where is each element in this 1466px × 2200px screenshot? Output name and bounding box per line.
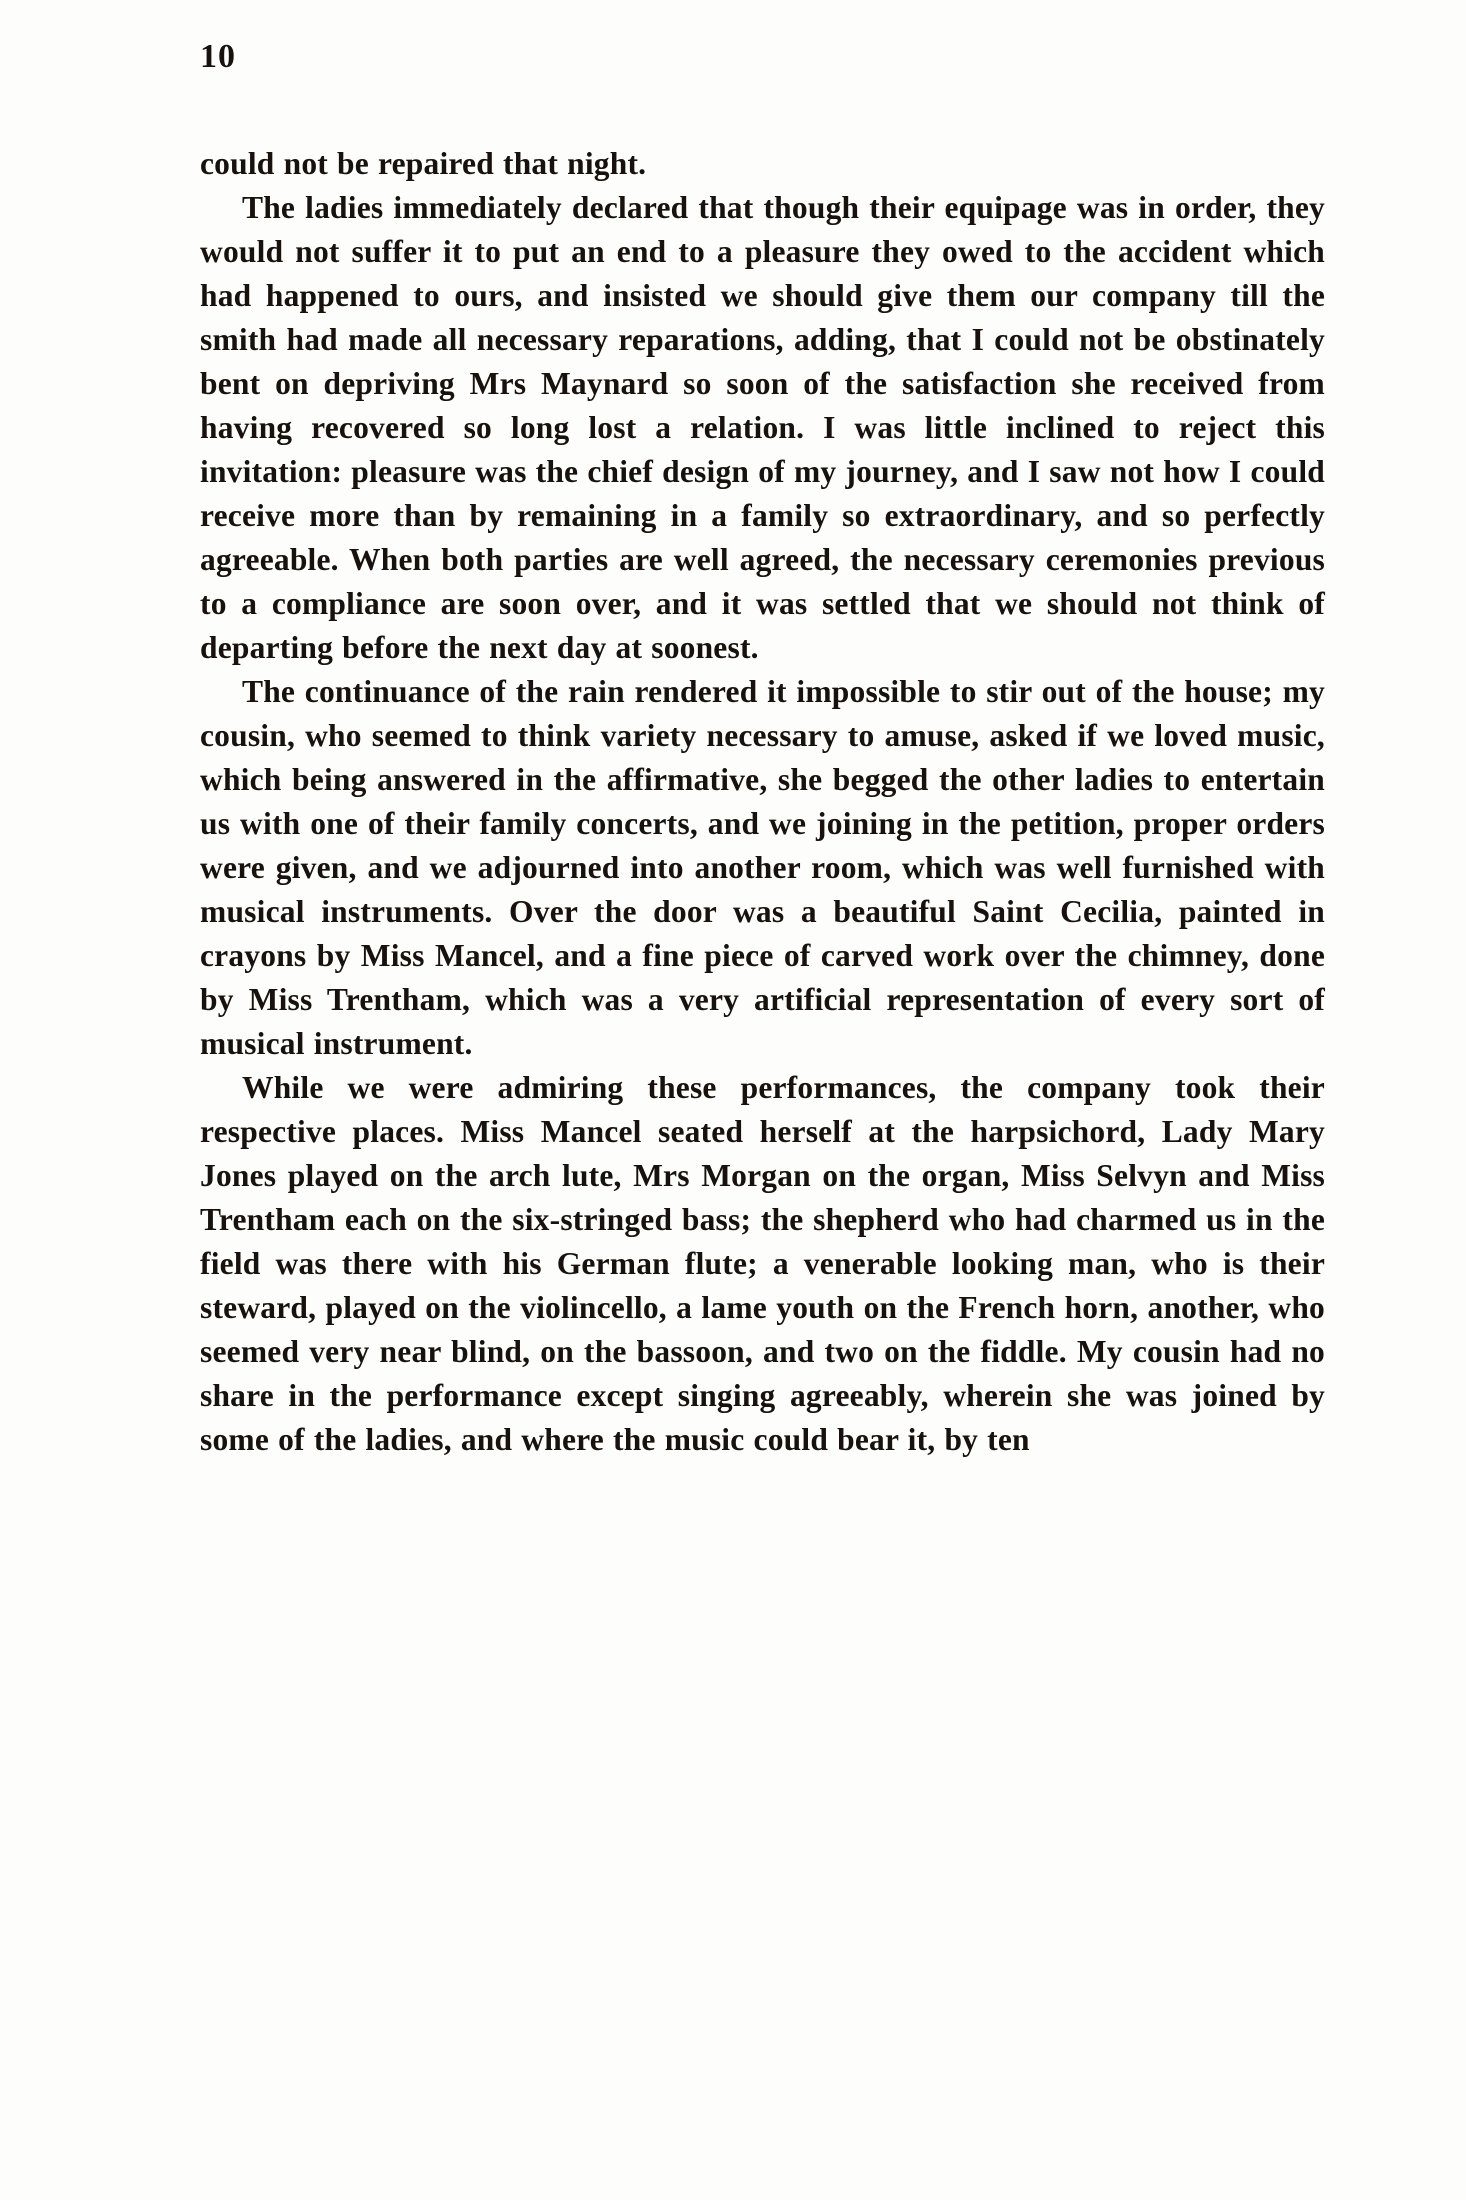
paragraph: While we were admiring these performances, the company took their respective places. Miss Mancel seated herself at the harpsichord, Lady Mary Jones played on the arch lute, Mrs Morgan on the organ, Miss Selvyn and Miss Trentham each on the six-stringed bass; the shepherd who had charmed us in the field was there with his German flute; a venerable looking man, who is their steward, played on the violincello, a lame youth on the French horn, another, who seemed very near blind, on the bassoon, and two on the fiddle. My cousin had no share in the performance except singing agreeably, wherein she was joined by some of the ladies, and where the music could bear it, by ten bbox=[200, 1070, 1325, 1457]
paragraph: The continuance of the rain rendered it impossible to stir out of the house; my cousin, who seemed to think variety necessary to amuse, asked if we loved music, which being answered in the affirmative, she begged the other ladies to entertain us with one of their family concerts, and we joining in the petition, proper orders were given, and we adjourned into another room, which was well furnished with musical instruments. Over the door was a beautiful Saint Cecilia, painted in crayons by Miss Mancel, and a fine piece of carved work over the chimney, done by Miss Trentham, which was a very artificial representation of every sort of musical instrument. bbox=[200, 674, 1325, 1061]
page-number: 10 bbox=[200, 38, 236, 75]
text-block bbox=[200, 142, 1325, 1462]
paragraph: could not be repaired that night. bbox=[200, 146, 647, 181]
paragraph: The ladies immediately declared that though their equipage was in order, they would not suffer it to put an end to a pleasure they owed to the accident which had happened to ours, and insisted we should give them our company till the smith had made all necessary reparations, adding, that I could not be obstinately bent on depriving Mrs Maynard so soon of the satisfaction she received from having recovered so long lost a relation. I was little inclined to reject this invitation: pleasure was the chief design of my journey, and I saw not how I could receive more than by remaining in a family so extraordinary, and so perfectly agreeable. When both parties are well agreed, the necessary ceremonies previous to a compliance are soon over, and it was settled that we should not think of departing before the next day at soonest. bbox=[200, 190, 1325, 665]
